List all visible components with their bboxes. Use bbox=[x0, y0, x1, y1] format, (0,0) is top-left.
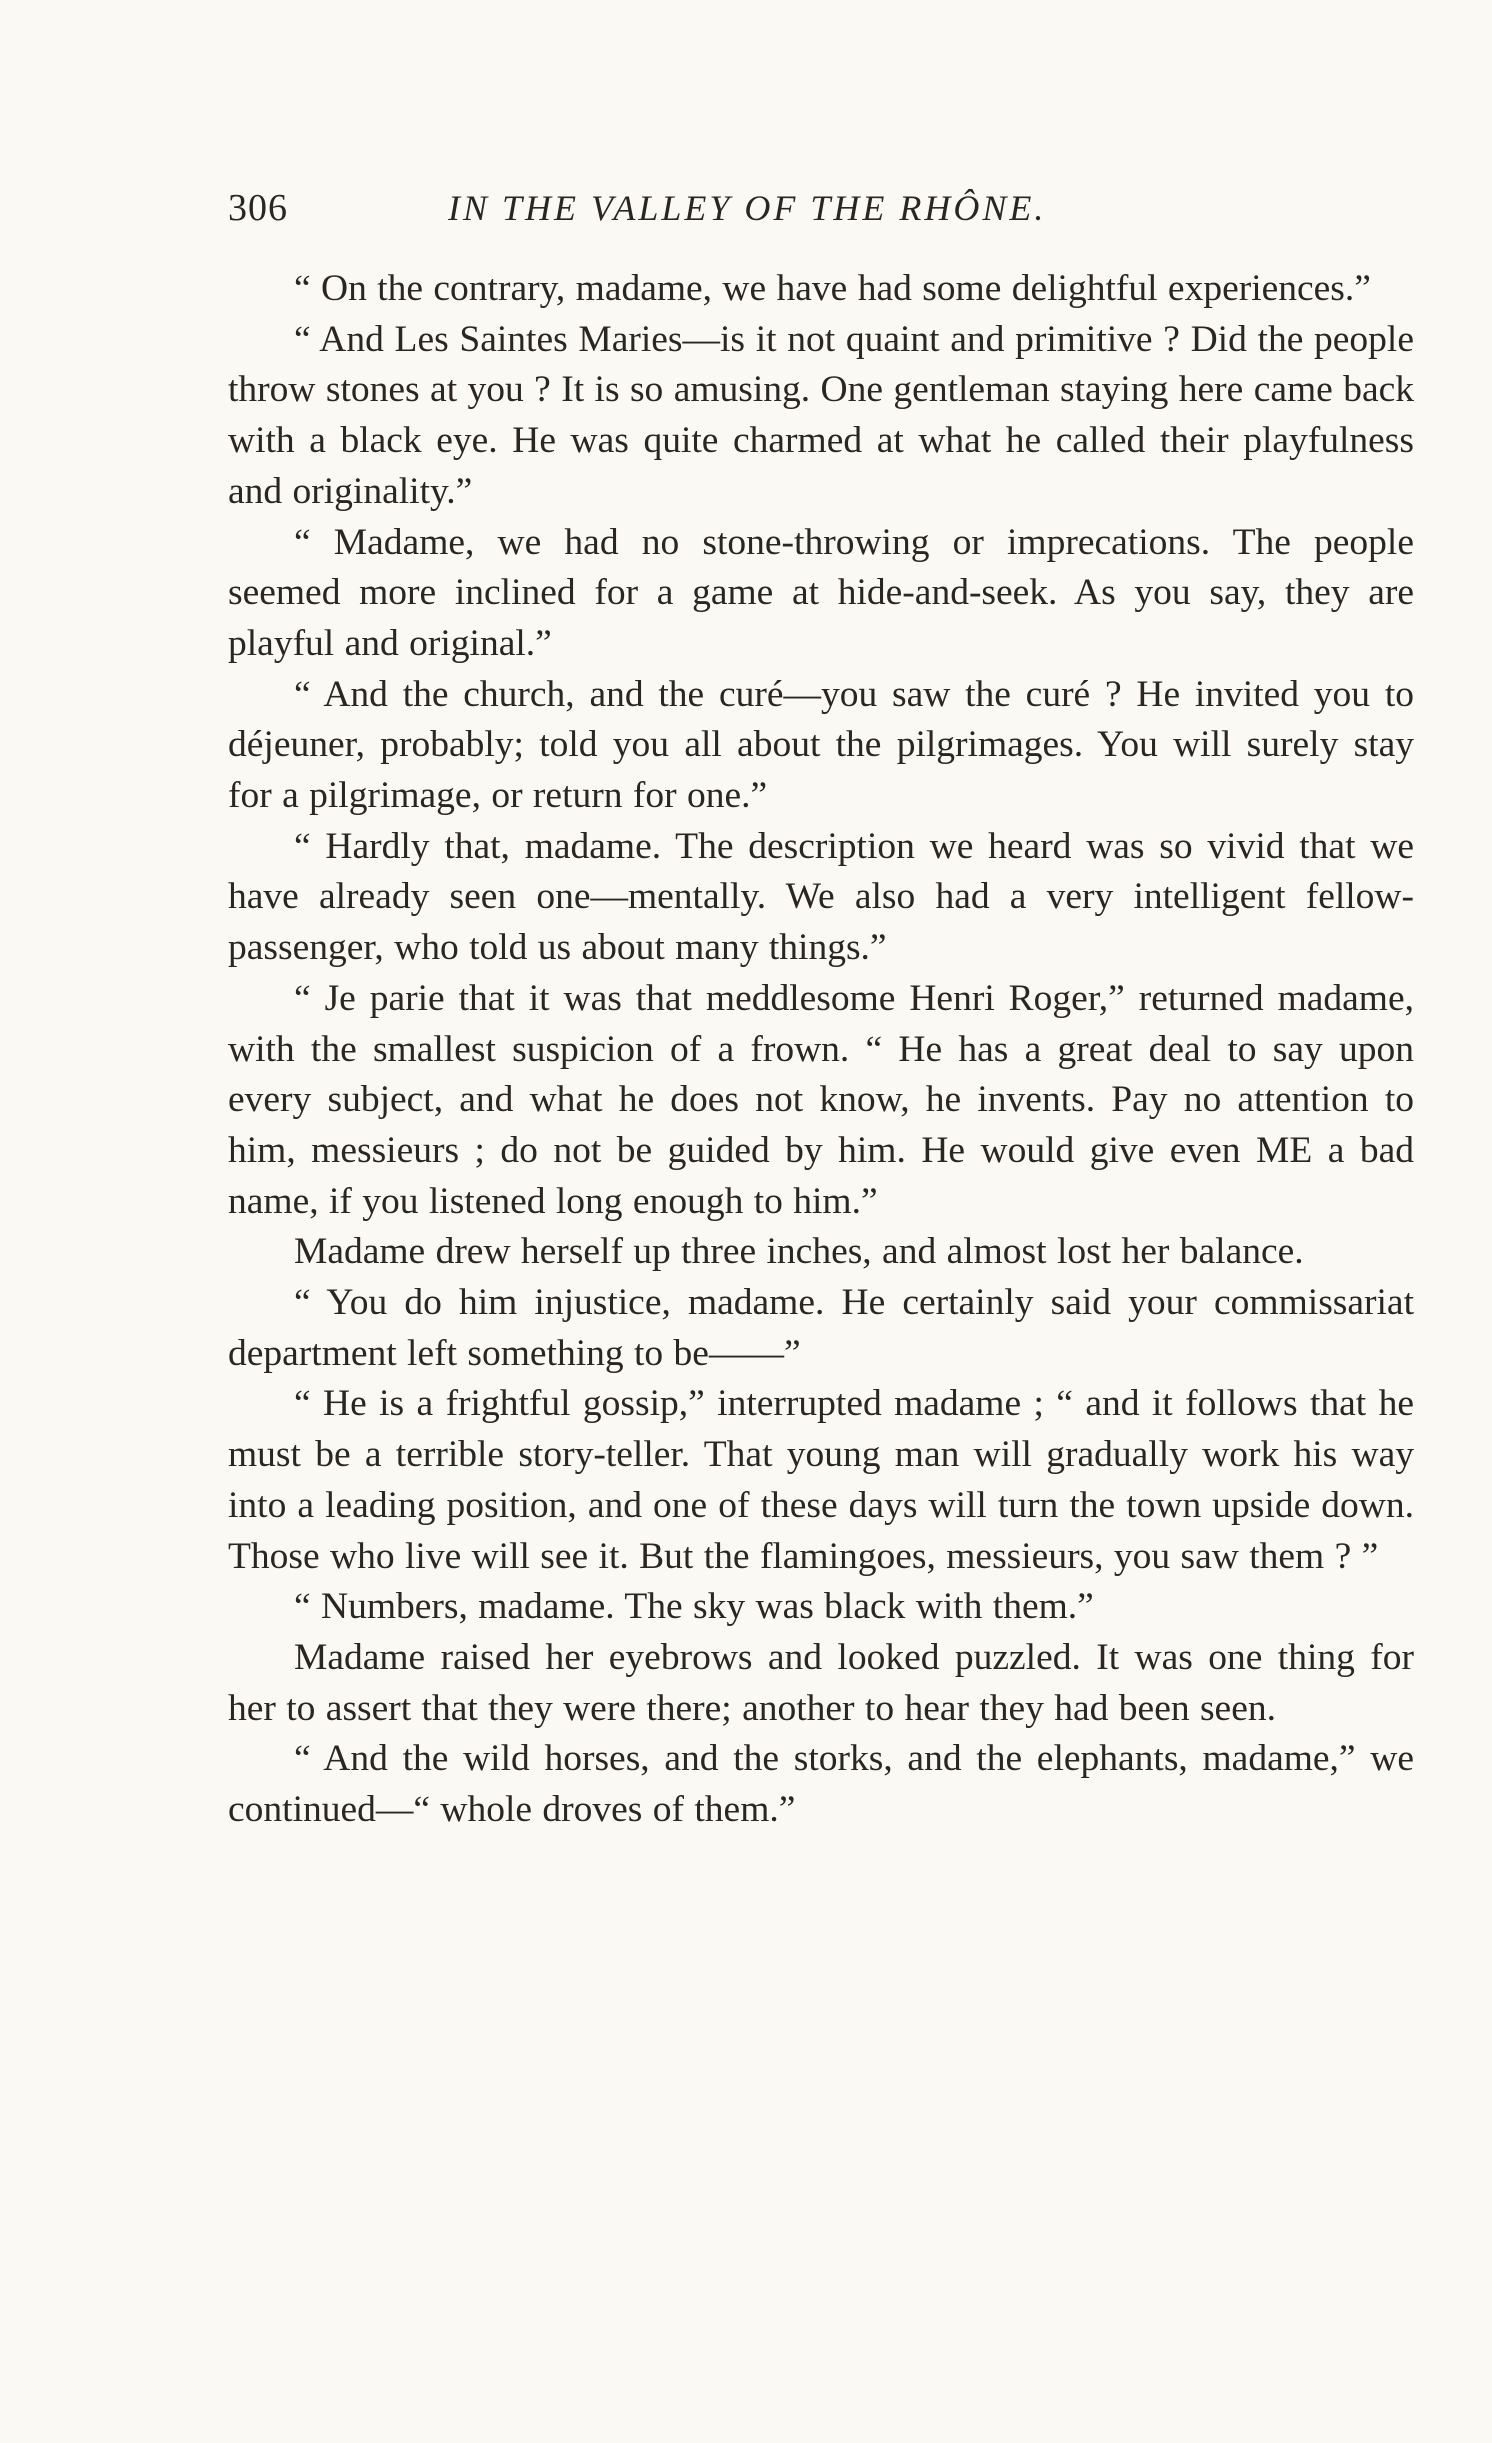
paragraph: “ On the contrary, madame, we have had some delightful experiences.” bbox=[294, 268, 1371, 309]
paragraph: “ And Les Saintes Maries—is it not quaint and primitive ? Did the people throw stones at you ? It is so amusing. One gentleman staying here came back with a black eye. He was quite charmed at what he called their playfulness and originality.” bbox=[228, 318, 1414, 512]
running-title: IN THE VALLEY OF THE RHÔNE. bbox=[448, 188, 1047, 228]
paragraph: “ Hardly that, madame. The description we heard was so vivid that we have already seen one—mentally. We also had a very intelligent fellow-passenger, who told us about many things.” bbox=[228, 825, 1414, 969]
paragraph: “ And the wild horses, and the storks, and the elephants, madame,” we continued—“ whole droves of them.” bbox=[228, 1738, 1414, 1831]
paragraph: Madame raised her eyebrows and looked puzzled. It was one thing for her to assert that they were there; another to hear they had been seen. bbox=[228, 1636, 1414, 1729]
paragraph: “ Numbers, madame. The sky was black with them.” bbox=[294, 1586, 1094, 1628]
paragraph: “ Madame, we had no stone-throwing or imprecations. The people seemed more inclined for a game at hide-and-seek. As you say, they are playful and original.” bbox=[228, 521, 1414, 664]
paragraph: Madame drew herself up three inches, and almost lost her balance. bbox=[294, 1231, 1304, 1273]
book-page bbox=[228, 186, 1414, 1836]
paragraph: “ And the church, and the curé—you saw the curé ? He invited you to déjeuner, probably; told you all about the pilgrimages. You will surely stay for a pilgrimage, or return for one.” bbox=[228, 673, 1414, 817]
page-number: 306 bbox=[228, 187, 288, 229]
paragraph: “ Je parie that it was that meddlesome Henri Roger,” returned madame, with the smallest suspicion of a frown. “ He has a great deal to say upon every subject, and what he does not know, he invents. Pay no attention to him, messieurs ; do not be guided by him. He would give even ME a bad name, if you listened long enough to him.” bbox=[228, 977, 1414, 1222]
body-text bbox=[228, 264, 1414, 1836]
running-head bbox=[228, 186, 1414, 246]
paragraph: “ He is a frightful gossip,” interrupted madame ; “ and it follows that he must be a terrible story-teller. That young man will gradually work his way into a leading position, and one of these days will turn the town upside down. Those who live will see it. But the flamingoes, messieurs, you saw them ? ” bbox=[228, 1383, 1414, 1577]
paragraph: “ You do him injustice, madame. He certainly said your commissariat department left something to be——” bbox=[228, 1282, 1414, 1374]
